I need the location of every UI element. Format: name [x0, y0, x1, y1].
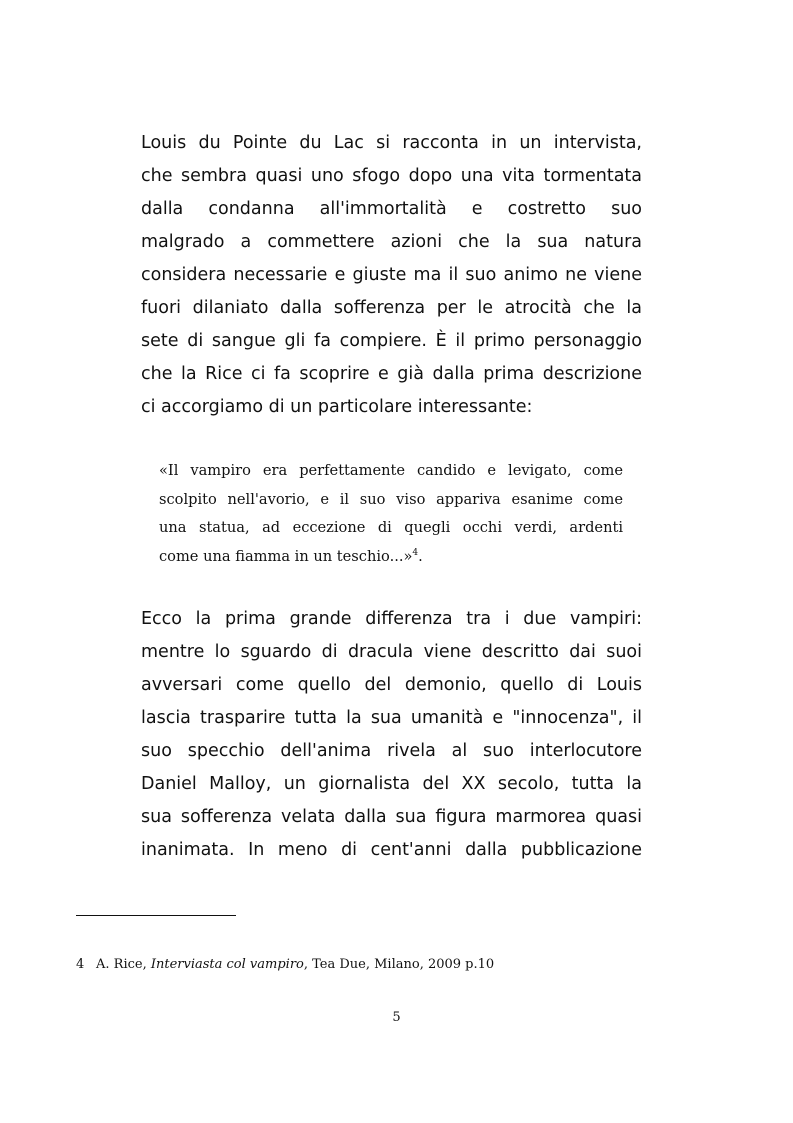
text-line: avversari come quello del demonio, quello di Louis [141, 675, 642, 695]
paragraph-1 [141, 127, 642, 424]
footnote-reference[interactable]: 4 [412, 548, 419, 559]
text-line: che la Rice ci fa scoprire e già dalla prima descrizione [141, 364, 642, 384]
text-line: sua sofferenza velata dalla sua figura marmorea quasi [141, 807, 642, 827]
text-line: lascia trasparire tutta la sua umanità e "innocenza", il [141, 708, 642, 728]
footnote [76, 957, 494, 972]
text-line: malgrado a commettere azioni che la sua natura [141, 232, 642, 252]
text-line: mentre lo sguardo di dracula viene descritto dai suoi [141, 642, 642, 662]
text-line: fuori dilaniato dalla sofferenza per le atrocità che la [141, 298, 642, 318]
quote-line: scolpito nell'avorio, e il suo viso appariva esanime come [159, 490, 623, 508]
quote-last-line [159, 543, 623, 572]
block-quote [159, 457, 623, 572]
text-line: Louis du Pointe du Lac si racconta in un intervista, [141, 133, 642, 153]
text-line: sete di sangue gli fa compiere. È il primo personaggio [141, 331, 642, 351]
footnote-number: 4 [76, 957, 85, 972]
text-line: Daniel Malloy, un giornalista del XX secolo, tutta la [141, 774, 642, 794]
footnote-rest: , Tea Due, Milano, 2009 p.10 [303, 957, 495, 972]
text-line: ci accorgiamo di un particolare interessante: [141, 397, 533, 417]
footnote-title: Interviasta col vampiro [150, 957, 304, 972]
footnote-separator [76, 915, 236, 916]
text-line: Ecco la prima grande differenza tra i due vampiri: [141, 609, 642, 629]
text-line: che sembra quasi uno sfogo dopo una vita tormentata [141, 166, 642, 186]
quote-end: . [418, 548, 423, 566]
text-line: dalla condanna all'immortalità e costretto suo [141, 199, 642, 219]
text-line: inanimata. In meno di cent'anni dalla pubblicazione [141, 840, 642, 860]
text-line: suo specchio dell'anima rivela al suo interlocutore [141, 741, 642, 761]
footnote-author: A. Rice, [96, 957, 151, 972]
quote-line: «Il vampiro era perfettamente candido e levigato, come [159, 462, 623, 479]
quote-line: una statua, ad eccezione di quegli occhi verdi, ardenti [159, 519, 623, 537]
quote-line-text: come una fiamma in un teschio...» [159, 548, 413, 566]
paragraph-2 [141, 603, 642, 867]
text-line: considera necessarie e giuste ma il suo animo ne viene [141, 265, 642, 285]
page-number: 5 [392, 1010, 401, 1025]
